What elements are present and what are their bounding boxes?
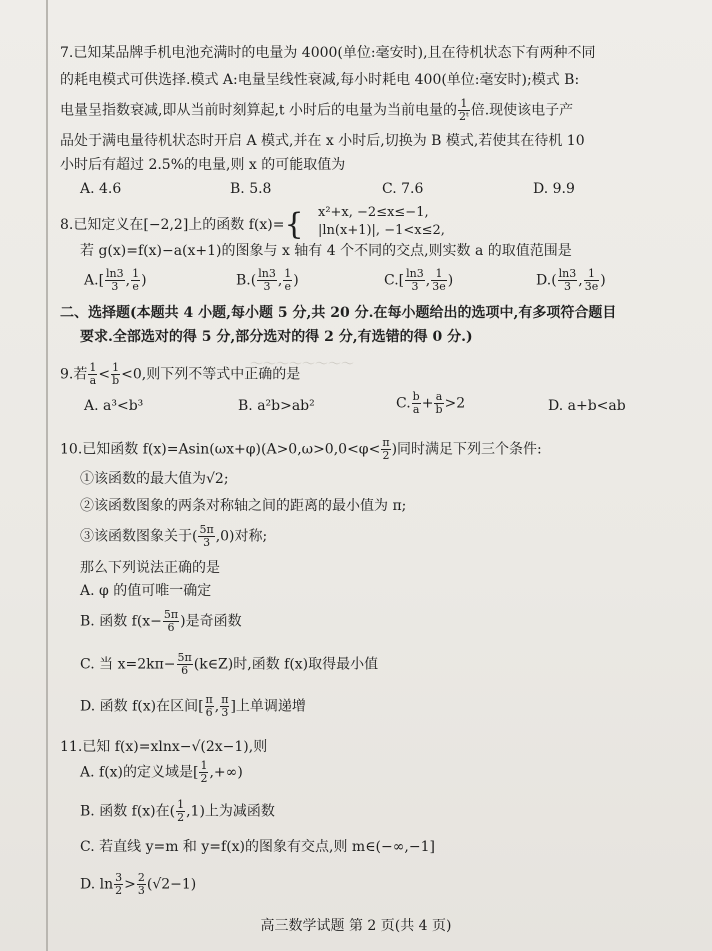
q7-line-4: 品处于满电量待机状态时开启 A 模式,并在 x 小时后,切换为 B 模式,若使其在待机 10 xyxy=(60,133,585,149)
q7-line-3: 电量呈指数衰减,即从当前时刻算起,t 小时后的电量为当前电量的 $\frac{1}{\text{2ᵗ}}$ 倍.现使该电子产 xyxy=(60,97,574,123)
q7-line-5: 小时后有超过 2.5%的电量,则 x 的可能取值为 xyxy=(60,157,346,173)
q11-option-c: C. 若直线 y=m 和 y=f(x)的图象有交点,则 m∈(−∞,−1] xyxy=(80,839,435,855)
q11-option-b: B. 函数 f(x)在( $\frac{1}{2}$ ,1)上为减函数 xyxy=(80,798,275,824)
q11-option-a: A. f(x)的定义域是[ $\frac{1}{2}$ ,+∞) xyxy=(80,759,243,785)
q8-option-b: B.( $\frac{\ln 3}{3}$ , $\frac{1}{e}$ ) xyxy=(236,267,299,293)
q9-option-c: C. $\frac{b}{a}$ + $\frac{a}{b}$ >2 xyxy=(396,390,466,416)
q10-condition-1: ①该函数的最大值为√2; xyxy=(80,471,229,487)
q10-condition-3: ③该函数图象关于( $\frac{5\pi}{3}$ ,0)对称; xyxy=(80,523,268,549)
q9-option-b: B. a²b>ab² xyxy=(238,398,315,414)
q11-option-d: D. ln $\frac{3}{2}$ > $\frac{2}{3}$ (√2−1) xyxy=(80,871,197,897)
bleed-through-text: ～～～～～～～～ xyxy=(250,357,355,372)
q8-line-2: 若 g(x)=f(x)−a(x+1)的图象与 x 轴有 4 个不同的交点,则实数 a 的取值范围是 xyxy=(80,243,572,259)
q7-option-d: D. 9.9 xyxy=(533,181,575,197)
binding-margin-line xyxy=(46,0,48,951)
q10-option-d: D. 函数 f(x)在区间[ $\frac{\pi}{6}$ , $\frac{\pi}{3}$ ]上单调递增 xyxy=(80,693,306,719)
q7-fraction: $\frac{1}{\text{2ᵗ}}$ xyxy=(458,97,469,123)
section-2-heading-line-2: 要求.全部选对的得 5 分,部分选对的得 2 分,有选错的得 0 分.) xyxy=(80,329,473,345)
q7-option-b: B. 5.8 xyxy=(230,181,272,197)
q10-option-b: B. 函数 f(x− $\frac{5\pi}{6}$ )是奇函数 xyxy=(80,608,242,634)
q9-option-a: A. a³<b³ xyxy=(84,398,144,414)
q10-stem: 10.已知函数 f(x)=Asin(ωx+φ)(A>0,ω>0,0<φ< $\frac{\pi}{2}$ )同时满足下列三个条件: xyxy=(60,436,542,462)
q7-option-c: C. 7.6 xyxy=(382,181,424,197)
q9-stem: 9.若 $\frac{1}{a}$ < $\frac{1}{b}$ <0,则下列不等式中正确的是 xyxy=(60,361,301,387)
q8-definition: 8.已知定义在[−2,2]上的函数 f(x)={ xyxy=(60,207,304,242)
q8-option-a: A.[ $\frac{\ln 3}{3}$ , $\frac{1}{e}$ ) xyxy=(84,267,147,293)
q8-option-c: C.[ $\frac{\ln 3}{3}$ , $\frac{1}{3e}$ ) xyxy=(384,267,454,293)
q11-stem: 11.已知 f(x)=xlnx−√(2x−1),则 xyxy=(60,739,268,755)
q10-condition-2: ②该函数图象的两条对称轴之间的距离的最小值为 π; xyxy=(80,498,407,514)
section-2-heading-line-1: 二、选择题(本题共 4 小题,每小题 5 分,共 20 分.在每小题给出的选项中,有多项符合题目 xyxy=(60,305,617,321)
q7-option-a: A. 4.6 xyxy=(80,181,122,197)
q9-option-d: D. a+b<ab xyxy=(548,398,626,414)
page-footer: 高三数学试题 第 2 页(共 4 页) xyxy=(260,918,452,934)
q8-case-1: x²+x, −2≤x≤−1, xyxy=(318,205,429,220)
q7-line-2: 的耗电模式可供选择.模式 A:电量呈线性衰减,每小时耗电 400(单位:毫安时);模式 B: xyxy=(60,72,580,88)
q10-ask: 那么下列说法正确的是 xyxy=(80,560,220,576)
q10-option-c: C. 当 x=2kπ− $\frac{5\pi}{6}$ (k∈Z)时,函数 f(x)取得最小值 xyxy=(80,651,379,677)
q8-case-2: |ln(x+1)|, −1<x≤2, xyxy=(318,223,445,238)
q8-option-d: D.( $\frac{\ln 3}{3}$ , $\frac{1}{3e}$ ) xyxy=(536,267,606,293)
q7-line-1: 7.已知某品牌手机电池充满时的电量为 4000(单位:毫安时),且在待机状态下有两种不同 xyxy=(60,45,596,61)
q10-option-a: A. φ 的值可唯一确定 xyxy=(80,583,212,599)
piecewise-brace: { xyxy=(284,207,304,242)
